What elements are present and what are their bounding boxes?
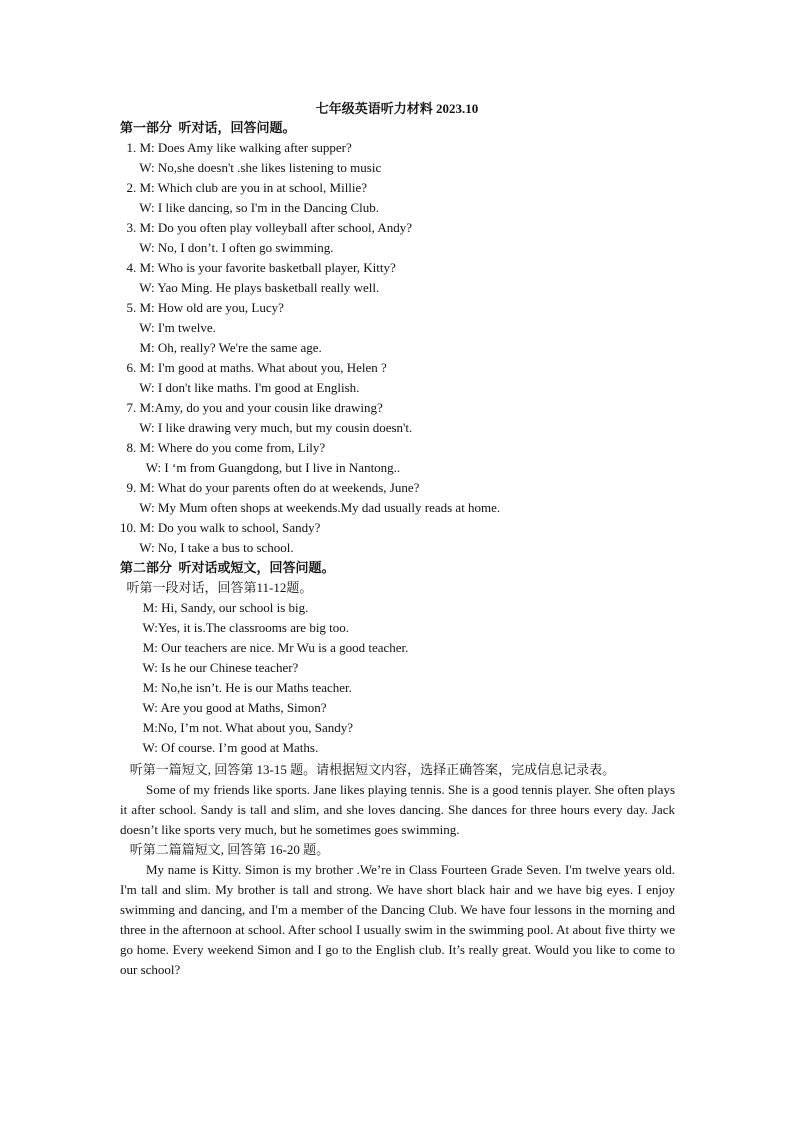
dialogue-intro: 听第一段对话，回答第11-12题。 <box>120 580 313 595</box>
dialogue-line: W: I like dancing, so I'm in the Dancing Club. <box>120 200 380 215</box>
dialogue-line: W: I like drawing very much, but my cousin doesn't. <box>120 420 413 435</box>
passage2-text: My name is Kitty. Simon is my brother .We’re in Class Fourteen Grade Seven. I'm twelve years old. I'm tall and slim. My brother is tall and strong. We have short black hair and we have big eyes. I enjoy swimming and dancing, and I'm a member of the Dancing Club. We have four lessons in the morning and three in the afternoon at school. After school I usually swim in the swimming pool. At about five thirty we go home. Every weekend Simon and I go to the English club. It’s really great. Would you like to come to our school? <box>120 862 675 977</box>
dialogue-line: W: Are you good at Maths, Simon? <box>120 700 327 715</box>
dialogue-line: M: Oh, really? We're the same age. <box>120 340 322 355</box>
dialogue-line: W: I'm twelve. <box>120 320 216 335</box>
part1-section <box>120 118 675 980</box>
dialogue-line: W: Of course. I’m good at Maths. <box>120 740 319 755</box>
passage2-intro: 听第二篇篇短文, 回答第 16-20 题。 <box>120 842 330 857</box>
page-title: 七年级英语听力材料 2023.10 <box>315 101 479 116</box>
dialogue-line: 10. M: Do you walk to school, Sandy? <box>120 520 321 535</box>
dialogue-line: M: Our teachers are nice. Mr Wu is a good teacher. <box>120 640 409 655</box>
dialogue-line: M: No,he isn’t. He is our Maths teacher. <box>120 680 352 695</box>
dialogue-line: W: No,she doesn't .she likes listening to music <box>120 160 382 175</box>
dialogue-line: 7. M:Amy, do you and your cousin like drawing? <box>120 400 383 415</box>
dialogue-line: 3. M: Do you often play volleyball after school, Andy? <box>120 220 413 235</box>
dialogue-line: 5. M: How old are you, Lucy? <box>120 300 284 315</box>
passage1-text: Some of my friends like sports. Jane likes playing tennis. She is a good tennis player. She often plays it after school. Sandy is tall and slim, and she loves dancing. She dances for three hours every day. Jack doesn’t like sports very much, but he sometimes goes swimming. <box>120 782 675 837</box>
dialogue-line: W: No, I take a bus to school. <box>120 540 294 555</box>
dialogue-line: 8. M: Where do you come from, Lily? <box>120 440 326 455</box>
part2-heading: 第二部分 听对话或短文，回答问题。 <box>120 560 335 575</box>
dialogue-line: M:No, I’m not. What about you, Sandy? <box>120 720 354 735</box>
dialogue-line: W: I ‘m from Guangdong, but I live in Nantong.. <box>120 460 401 475</box>
dialogue-line: W: Yao Ming. He plays basketball really well. <box>120 280 380 295</box>
part1-heading: 第一部分 听对话，回答问题。 <box>120 120 296 135</box>
dialogue-line: 6. M: I'm good at maths. What about you, Helen ? <box>120 360 387 375</box>
dialogue-line: W: Is he our Chinese teacher? <box>120 660 299 675</box>
dialogue-line: 2. M: Which club are you in at school, Millie? <box>120 180 368 195</box>
dialogue-line: 1. M: Does Amy like walking after supper? <box>120 140 352 155</box>
dialogue-line: 9. M: What do your parents often do at weekends, June? <box>120 480 420 495</box>
passage1 <box>120 780 675 840</box>
dialogue-line: W: My Mum often shops at weekends.My dad usually reads at home. <box>120 500 501 515</box>
dialogue-line: W: No, I don’t. I often go swimming. <box>120 240 334 255</box>
passage2 <box>120 860 675 980</box>
dialogue-line: M: Hi, Sandy, our school is big. <box>120 600 309 615</box>
dialogue-line: W: I don't like maths. I'm good at English. <box>120 380 360 395</box>
passage1-intro: 听第一篇短文, 回答第 13-15 题。请根据短文内容，选择正确答案，完成信息记录表。 <box>120 762 616 777</box>
dialogue-line: W:Yes, it is.The classrooms are big too. <box>120 620 350 635</box>
dialogue-line: 4. M: Who is your favorite basketball player, Kitty? <box>120 260 396 275</box>
